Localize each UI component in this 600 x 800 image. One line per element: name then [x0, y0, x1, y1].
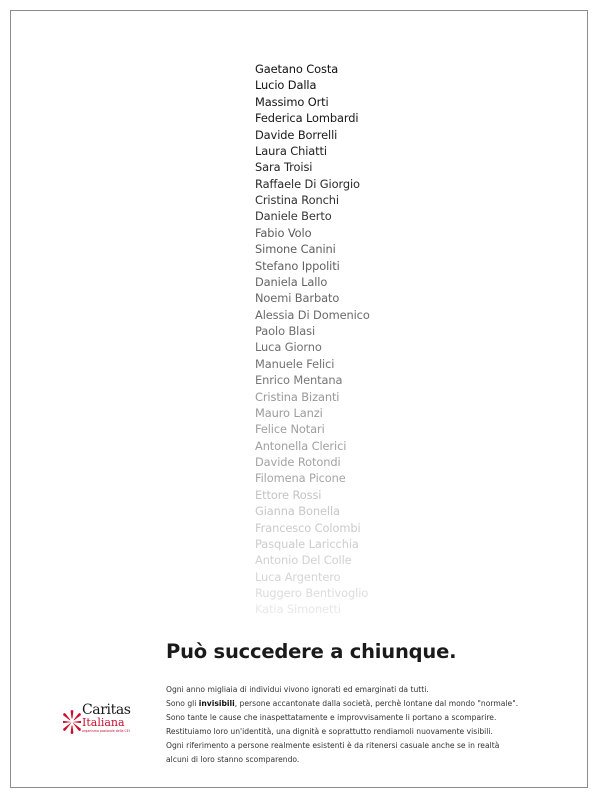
body-line: Sono tante le cause che inaspettatamente e improvvisamente li portano a scomparire.	[166, 713, 497, 722]
name-item: Luca Giorno	[255, 340, 322, 355]
logo-word-italiana: Italiana	[82, 716, 125, 729]
name-item: Paolo Blasi	[255, 324, 316, 338]
name-item: Enrico Mentana	[255, 373, 343, 388]
name-item: Cristina Ronchi	[255, 193, 339, 207]
invisibili-emphasis: invisibili	[198, 699, 235, 708]
name-item: Ettore Rossi	[255, 487, 322, 502]
name-item: Alessia Di Domenico	[255, 307, 370, 322]
name-item: Filomena Picone	[255, 471, 346, 486]
body-line: Restituiamo loro un'identità, una dignità e soprattutto rendiamoli nuovamente visibili.	[166, 727, 493, 736]
name-item: Laura Chiatti	[255, 143, 327, 158]
name-item: Lucio Dalla	[255, 78, 317, 93]
name-item: Fabio Volo	[255, 225, 312, 240]
body-line: Ogni riferimento a persone realmente esistenti è da ritenersi casuale anche se in realtà	[166, 741, 500, 750]
headline: Può succedere a chiunque.	[166, 640, 457, 663]
name-item: Gaetano Costa	[255, 62, 339, 76]
names-list	[255, 61, 455, 618]
name-item: Davide Rotondi	[255, 455, 341, 469]
name-item: Raffaele Di Giorgio	[255, 176, 360, 191]
name-item: Pasquale Laricchia	[255, 536, 359, 551]
name-item: Massimo Orti	[255, 94, 329, 109]
name-item: Ruggero Bentivoglio	[255, 586, 369, 600]
name-item: Antonio Del Colle	[255, 553, 352, 568]
name-item: Antonella Clerici	[255, 438, 347, 453]
name-item: Katia Simonetti	[255, 602, 341, 617]
name-item: Noemi Barbato	[255, 291, 340, 306]
body-text	[166, 683, 546, 767]
name-item: Daniele Berto	[255, 209, 332, 224]
name-item: Cristina Bizanti	[255, 389, 340, 404]
body-line-start: Sono gli	[166, 699, 199, 708]
name-item: Federica Lombardi	[255, 111, 359, 126]
name-item: Mauro Lanzi	[255, 405, 323, 420]
body-line-end: , persone accantonate dalla società, perchè lontane dal mondo "normale".	[234, 699, 519, 708]
body-line: alcuni di loro stanno scomparendo.	[166, 755, 300, 764]
name-item: Francesco Colombi	[255, 520, 361, 535]
body-line	[166, 697, 546, 711]
caritas-flame-cross-icon	[63, 709, 81, 735]
name-item: Felice Notari	[255, 422, 325, 437]
name-item: Daniela Lallo	[255, 274, 328, 289]
name-item: Davide Borrelli	[255, 127, 338, 142]
body-line: Ogni anno migliaia di individui vivono ignorati ed emarginati da tutti.	[166, 685, 429, 694]
name-item: Stefano Ippoliti	[255, 258, 340, 273]
name-item: Luca Argentero	[255, 569, 341, 584]
logo-subtitle: organismo pastorale della CEI	[82, 729, 130, 733]
name-item: Manuele Felici	[255, 356, 335, 371]
name-item: Simone Canini	[255, 242, 336, 257]
logo-wordmark	[82, 703, 131, 733]
caritas-logo	[63, 703, 153, 743]
name-item: Gianna Bonella	[255, 504, 340, 519]
logo-word-caritas: Caritas	[82, 702, 131, 718]
name-item: Sara Troisi	[255, 160, 313, 175]
